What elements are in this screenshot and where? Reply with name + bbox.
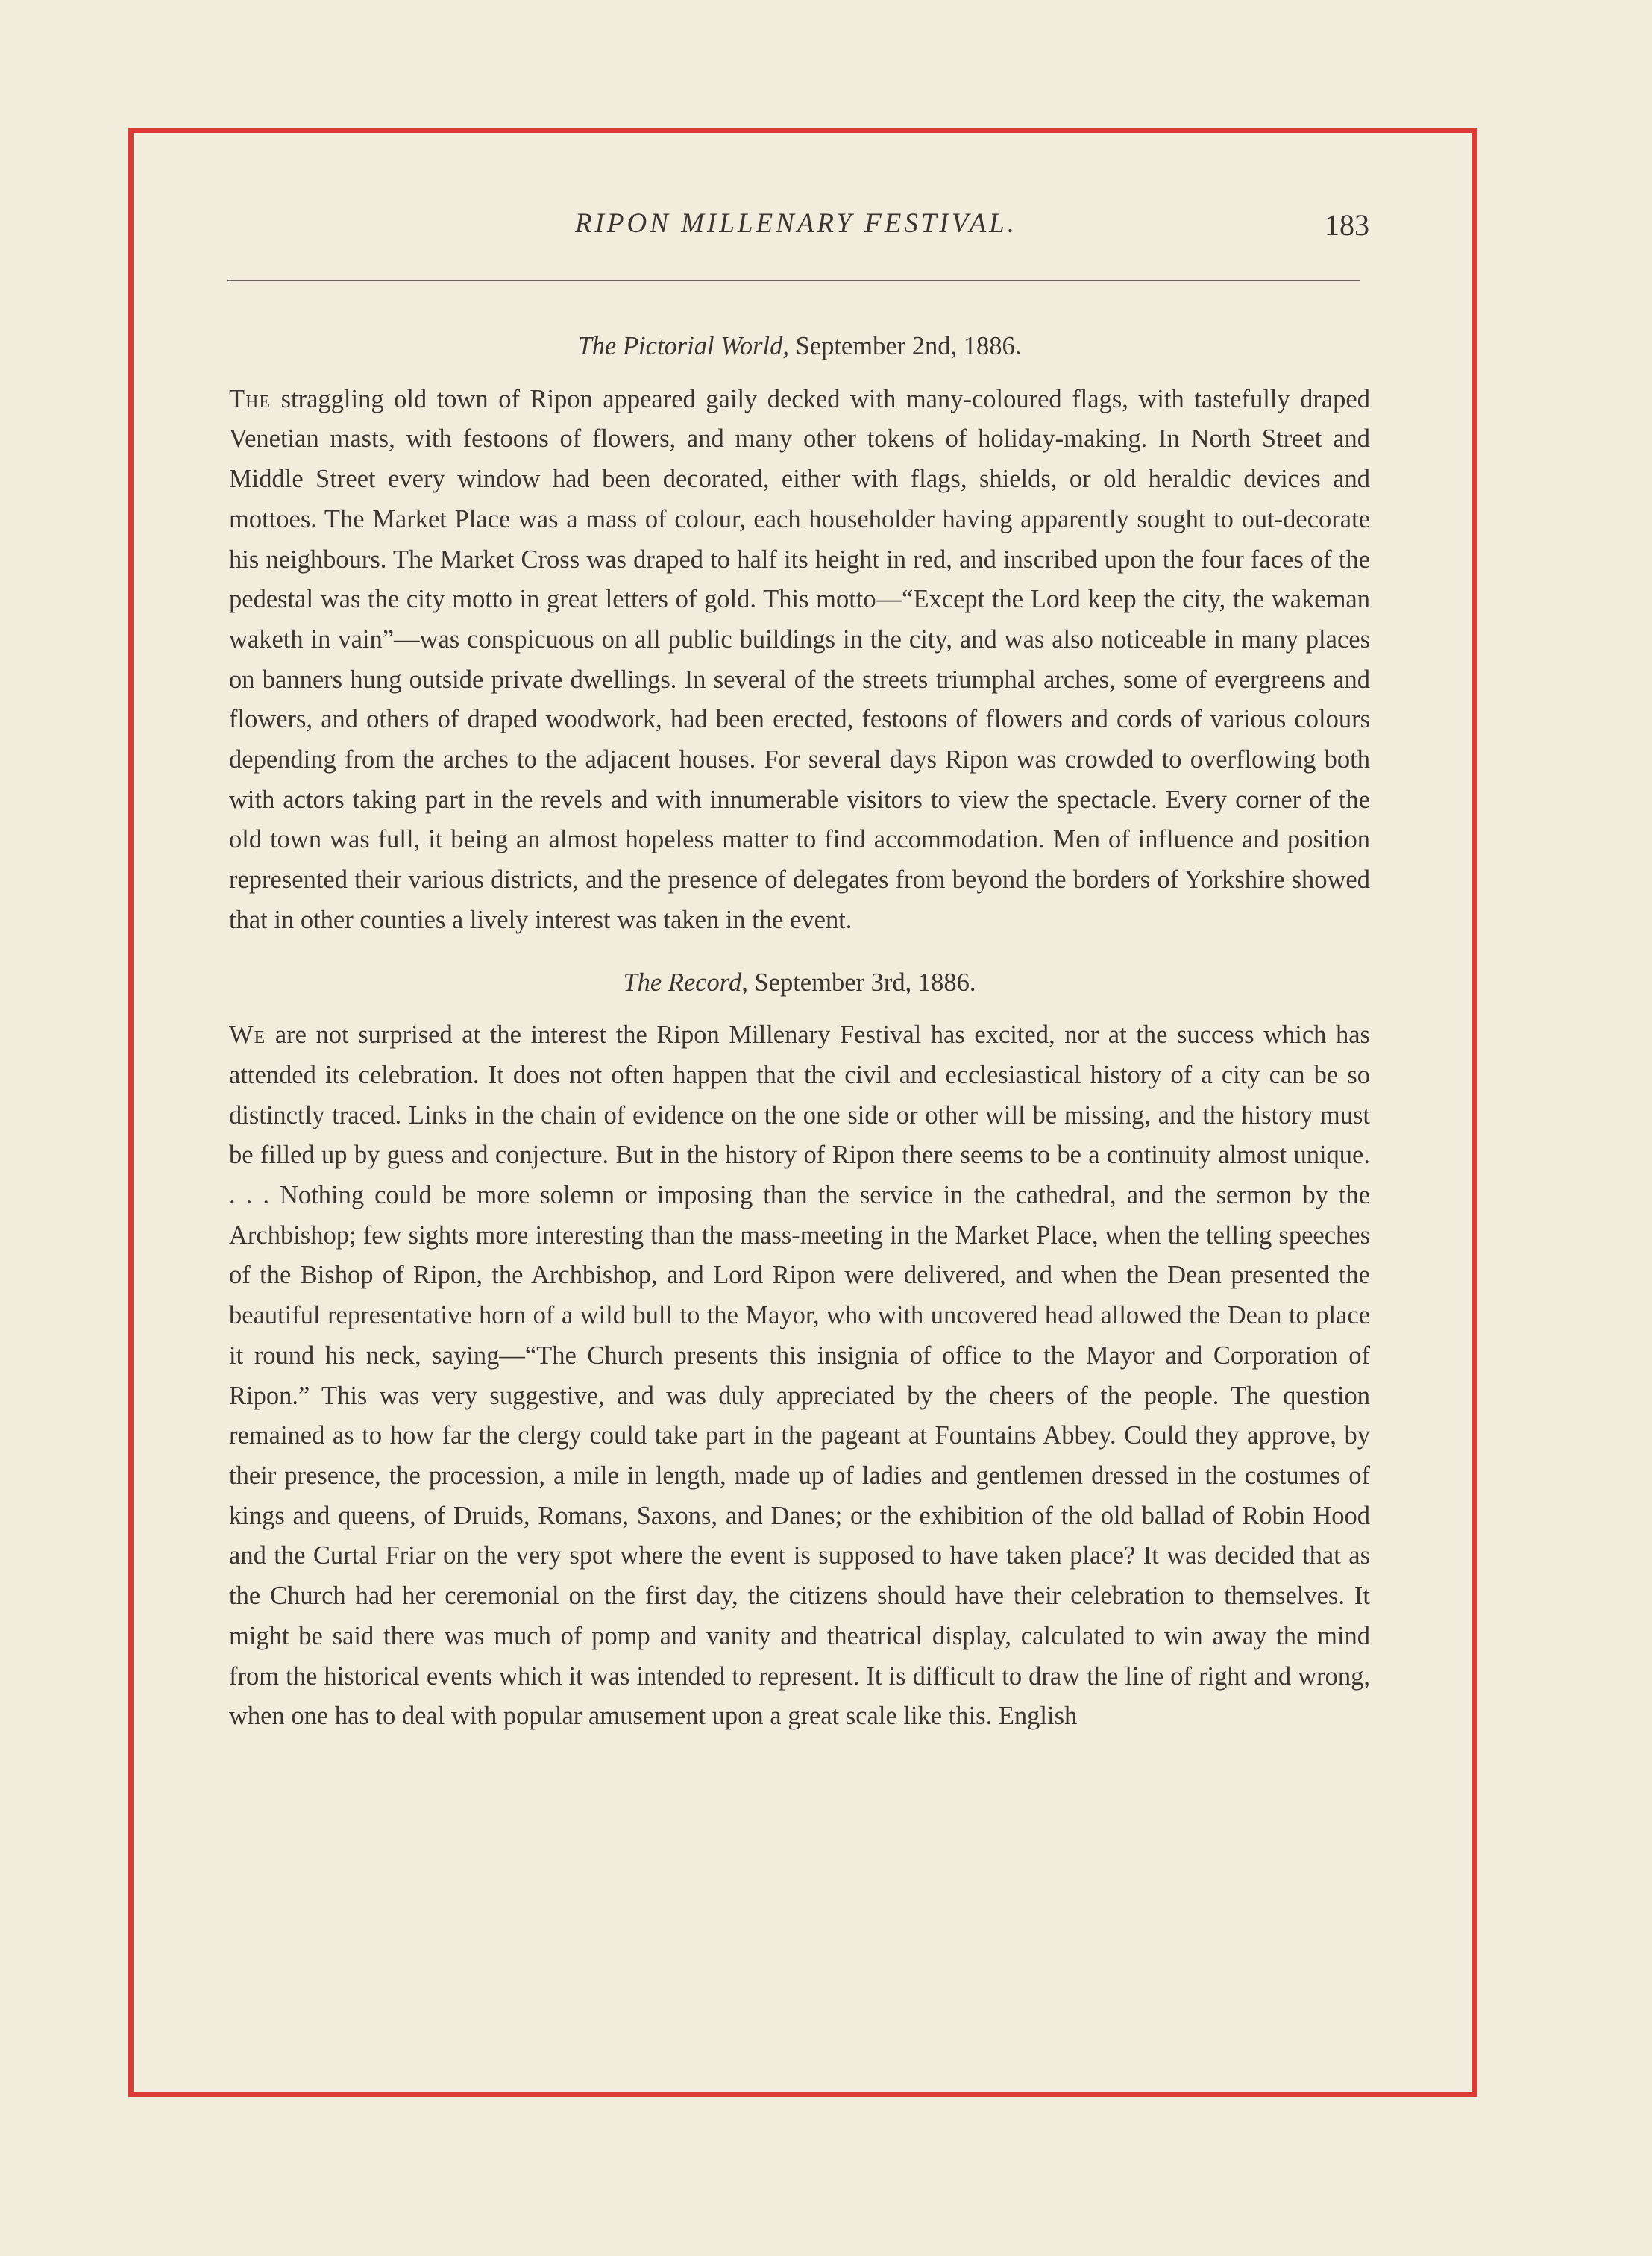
page-number: 183 (1325, 208, 1369, 242)
paragraph-text: straggling old town of Ripon appeared gaily decked with many-coloured flags, with tastefully draped Venetian masts, with festoons of flowers, and many other tokens of holiday-making. In North Street and Middle Street every window had been decorated, either with flags, shields, or old heraldic devices and mottoes. The Market Place was a mass of colour, each householder having apparently sought to out-decorate his neighbours. The Market Cross was draped to half its height in red, and inscribed upon the four faces of the pedestal was the city motto in great letters of gold. This motto—“Except the Lord keep the city, the wakeman waketh in vain”—was conspicuous on all public buildings in the city, and was also noticeable in many places on banners hung outside private dwellings. In several of the streets triumphal arches, some of evergreens and flowers, and others of draped woodwork, had been erected, festoons of flowers and cords of various colours depending from the arches to the adjacent houses. For several days Ripon was crowded to overflowing both with actors taking part in the revels and with innumerable visitors to view the spectacle. Every corner of the old town was full, it being an almost hopeless matter to find accommodation. Men of influence and position represented their various districts, and the presence of delegates from beyond the borders of Yorkshire showed that in other counties a lively interest was taken in the event. (229, 384, 1370, 934)
page-body (229, 327, 1370, 1737)
paragraph-text: are not surprised at the interest the Ripon Millenary Festival has excited, nor at the success which has attended its celebration. It does not often happen that the civil and ecclesiastical history of a city can be so distinctly traced. Links in the chain of evidence on the one side or other will be missing, and the history must be filled up by guess and conjecture. But in the history of Ripon there seems to be a continuity almost unique. . . . Nothing could be more solemn or imposing than the service in the cathedral, and the sermon by the Archbishop; few sights more interesting than the mass-meeting in the Market Place, when the telling speeches of the Bishop of Ripon, the Archbishop, and Lord Ripon were delivered, and when the Dean presented the beautiful representative horn of a wild bull to the Mayor, who with uncovered head allowed the Dean to place it round his neck, saying—“The Church presents this insignia of office to the Mayor and Corporation of Ripon.” This was very suggestive, and was duly appreciated by the cheers of the people. The question remained as to how far the clergy could take part in the pageant at Fountains Abbey. Could they approve, by their presence, the procession, a mile in length, made up of ladies and gentlemen dressed in the costumes of kings and queens, of Druids, Romans, Saxons, and Danes; or the exhibition of the old ballad of Robin Hood and the Curtal Friar on the very spot where the event is supposed to have taken place? It was decided that as the Church had her ceremonial on the first day, the citizens should have their celebration to themselves. It might be said there was much of pomp and vanity and theatrical display, calculated to win away the mind from the historical events which it was intended to represent. It is difficult to draw the line of right and wrong, when one has to deal with popular amusement upon a great scale like this. English (229, 1021, 1370, 1731)
publication-date: September 3rd, 1886. (747, 968, 976, 997)
publication-name: The Record, (623, 968, 748, 997)
lead-word: The (229, 384, 271, 413)
section-heading-pictorial-world (229, 327, 1370, 367)
section-spacer (229, 941, 1370, 963)
header-rule (227, 280, 1360, 281)
section-heading-record (229, 963, 1370, 1003)
running-title: RIPON MILLENARY FESTIVAL. (575, 208, 1017, 239)
publication-date: September 2nd, 1886. (788, 332, 1022, 360)
running-header (227, 201, 1369, 246)
article-paragraph-record (229, 1015, 1370, 1737)
publication-name: The Pictorial World, (577, 332, 789, 360)
lead-word: We (229, 1021, 266, 1050)
article-paragraph-pictorial-world (229, 380, 1370, 941)
